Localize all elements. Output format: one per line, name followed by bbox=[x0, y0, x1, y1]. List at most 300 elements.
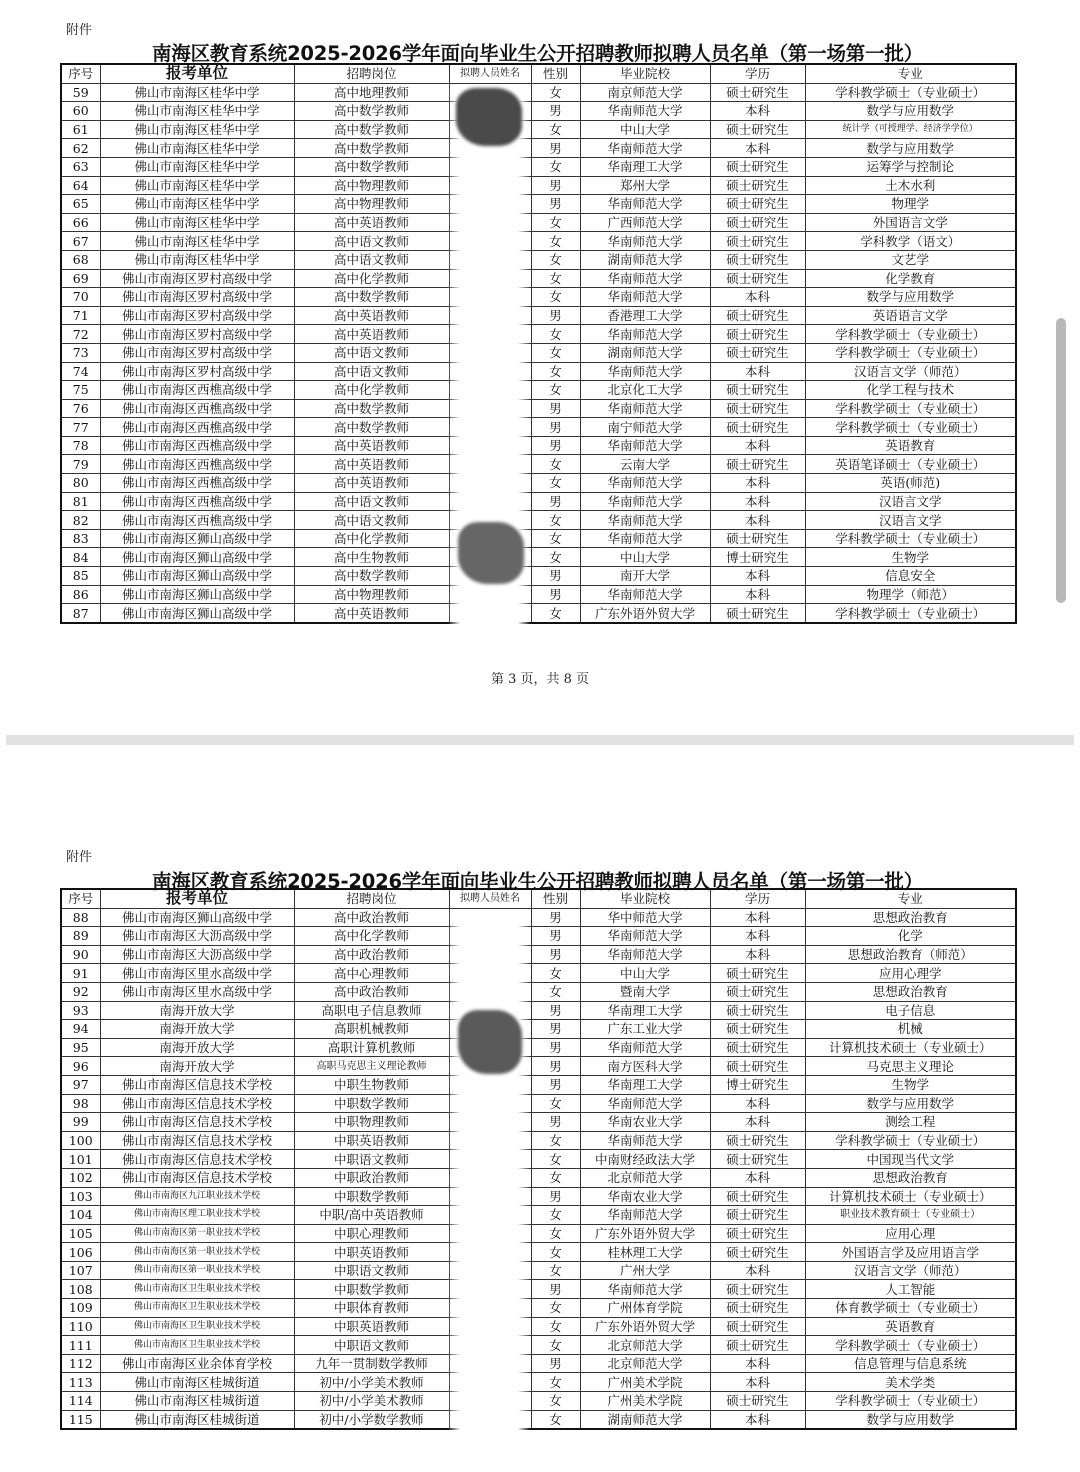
table-cell: 69 bbox=[61, 269, 100, 288]
table-row bbox=[61, 250, 1016, 269]
table-cell: 84 bbox=[61, 548, 100, 567]
table-cell: 佛山市南海区大沥高级中学 bbox=[100, 945, 294, 964]
table-cell: 女 bbox=[531, 982, 580, 1001]
table-cell: 佛山市南海区桂华中学 bbox=[100, 176, 294, 195]
table-cell: 女 bbox=[531, 1131, 580, 1150]
table-cell: 运筹学与控制论 bbox=[805, 157, 1016, 176]
table-cell: 100 bbox=[61, 1131, 100, 1150]
table-row bbox=[61, 567, 1016, 586]
table-cell: 佛山市南海区里水高级中学 bbox=[100, 964, 294, 983]
table-cell: 高中物理教师 bbox=[294, 195, 449, 214]
table-cell: 汉语言文学 bbox=[805, 492, 1016, 511]
table-cell: 本科 bbox=[710, 1354, 805, 1373]
table-cell: 高中物理教师 bbox=[294, 176, 449, 195]
table-cell: 佛山市南海区罗村高级中学 bbox=[100, 306, 294, 325]
table-cell: 硕士研究生 bbox=[710, 529, 805, 548]
page-title: 南海区教育系统2025-2026学年面向毕业生公开招聘教师拟聘人员名单（第一场第一批） bbox=[151, 870, 924, 893]
table-cell: 佛山市南海区信息技术学校 bbox=[100, 1168, 294, 1187]
table-cell: 高中物理教师 bbox=[294, 585, 449, 604]
table-cell: 计算机技术硕士（专业硕士） bbox=[805, 1187, 1016, 1206]
table-cell: 广西师范大学 bbox=[580, 213, 710, 232]
table-cell: 硕士研究生 bbox=[710, 269, 805, 288]
header-cell: 拟聘人员姓名 bbox=[449, 64, 531, 83]
table-cell: 学科教学硕士（专业硕士） bbox=[805, 399, 1016, 418]
table-cell: 女 bbox=[531, 1168, 580, 1187]
table-cell: 英语教育 bbox=[805, 1317, 1016, 1336]
table-cell: 女 bbox=[531, 1373, 580, 1392]
table-cell: 硕士研究生 bbox=[710, 83, 805, 102]
table-cell: 88 bbox=[61, 908, 100, 927]
table-cell: 北京化工大学 bbox=[580, 381, 710, 400]
table-cell: 71 bbox=[61, 306, 100, 325]
table-row bbox=[61, 1131, 1016, 1150]
table-cell: 94 bbox=[61, 1020, 100, 1039]
table-cell: 高中政治教师 bbox=[294, 945, 449, 964]
attachment-label: 附件 bbox=[66, 23, 93, 38]
table-cell: 机械 bbox=[805, 1020, 1016, 1039]
table-cell: 英语教育 bbox=[805, 436, 1016, 455]
table-cell: 应用心理学 bbox=[805, 964, 1016, 983]
table-cell: 女 bbox=[531, 343, 580, 362]
table-row bbox=[61, 1038, 1016, 1057]
table-cell: 佛山市南海区桂华中学 bbox=[100, 195, 294, 214]
table-cell: 美术学类 bbox=[805, 1373, 1016, 1392]
table-cell: 华南师范大学 bbox=[580, 1094, 710, 1113]
table-cell: 佛山市南海区卫生职业技术学校 bbox=[100, 1336, 294, 1355]
table-cell: 本科 bbox=[710, 908, 805, 927]
table-cell: 学科教学硕士（专业硕士） bbox=[805, 1336, 1016, 1355]
table-row bbox=[61, 83, 1016, 102]
table-header-row bbox=[61, 889, 1016, 908]
table-cell: 中山大学 bbox=[580, 548, 710, 567]
table-row bbox=[61, 1317, 1016, 1336]
table-cell: 佛山市南海区第一职业技术学校 bbox=[100, 1243, 294, 1262]
table-cell: 佛山市南海区西樵高级中学 bbox=[100, 436, 294, 455]
table-cell: 华南师范大学 bbox=[580, 399, 710, 418]
table-cell: 107 bbox=[61, 1261, 100, 1280]
table-row bbox=[61, 1224, 1016, 1243]
table-cell: 男 bbox=[531, 1057, 580, 1076]
table-cell: 高中语文教师 bbox=[294, 250, 449, 269]
table-cell: 72 bbox=[61, 325, 100, 344]
table-row bbox=[61, 964, 1016, 983]
table-cell: 98 bbox=[61, 1094, 100, 1113]
table-cell: 高中数学教师 bbox=[294, 288, 449, 307]
table-cell: 硕士研究生 bbox=[710, 1150, 805, 1169]
header-cell: 序号 bbox=[61, 889, 100, 908]
table-cell: 65 bbox=[61, 195, 100, 214]
table-cell: 87 bbox=[61, 604, 100, 623]
table-cell: 男 bbox=[531, 1038, 580, 1057]
table-cell: 99 bbox=[61, 1113, 100, 1132]
redaction-blur bbox=[458, 1010, 522, 1074]
table-cell: 华南农业大学 bbox=[580, 1113, 710, 1132]
table-cell: 华南师范大学 bbox=[580, 325, 710, 344]
table-row bbox=[61, 343, 1016, 362]
table-row bbox=[61, 399, 1016, 418]
table-cell: 数学与应用数学 bbox=[805, 102, 1016, 121]
table-row bbox=[61, 418, 1016, 437]
table-cell: 思想政治教育 bbox=[805, 908, 1016, 927]
table-cell: 化学工程与技术 bbox=[805, 381, 1016, 400]
table-cell: 应用心理 bbox=[805, 1224, 1016, 1243]
table-cell: 硕士研究生 bbox=[710, 1336, 805, 1355]
page-title: 南海区教育系统2025-2026学年面向毕业生公开招聘教师拟聘人员名单（第一场第一批） bbox=[151, 42, 924, 65]
table-row bbox=[61, 1075, 1016, 1094]
table-row bbox=[61, 548, 1016, 567]
table-cell: 硕士研究生 bbox=[710, 232, 805, 251]
table-cell: 汉语言文学 bbox=[805, 511, 1016, 530]
table-cell: 佛山市南海区桂华中学 bbox=[100, 232, 294, 251]
table-row bbox=[61, 213, 1016, 232]
table-cell: 中职英语教师 bbox=[294, 1243, 449, 1262]
table-cell: 女 bbox=[531, 232, 580, 251]
table-cell: 物理学（师范） bbox=[805, 585, 1016, 604]
table-cell: 佛山市南海区卫生职业技术学校 bbox=[100, 1299, 294, 1318]
table-cell: 电子信息 bbox=[805, 1001, 1016, 1020]
table-cell: 113 bbox=[61, 1373, 100, 1392]
table-cell: 硕士研究生 bbox=[710, 1392, 805, 1411]
table-cell: 硕士研究生 bbox=[710, 381, 805, 400]
table-cell: 硕士研究生 bbox=[710, 213, 805, 232]
table-cell: 华南师范大学 bbox=[580, 269, 710, 288]
header-cell: 招聘岗位 bbox=[294, 889, 449, 908]
table-cell: 105 bbox=[61, 1224, 100, 1243]
table-cell: 女 bbox=[531, 1206, 580, 1225]
table-cell: 男 bbox=[531, 585, 580, 604]
table-cell: 佛山市南海区西樵高级中学 bbox=[100, 399, 294, 418]
table-cell: 数学与应用数学 bbox=[805, 288, 1016, 307]
table-cell: 女 bbox=[531, 1410, 580, 1429]
table-cell: 高职计算机教师 bbox=[294, 1038, 449, 1057]
table-cell: 高中语文教师 bbox=[294, 232, 449, 251]
table-cell: 男 bbox=[531, 1020, 580, 1039]
table-cell: 女 bbox=[531, 269, 580, 288]
table-cell: 高中数学教师 bbox=[294, 399, 449, 418]
table-cell: 华南理工大学 bbox=[580, 1075, 710, 1094]
table-body bbox=[61, 908, 1016, 1429]
table-row bbox=[61, 1354, 1016, 1373]
table-cell: 南宁师范大学 bbox=[580, 418, 710, 437]
table-cell: 中职语文教师 bbox=[294, 1261, 449, 1280]
table-cell: 华南理工大学 bbox=[580, 1001, 710, 1020]
table-cell: 信息安全 bbox=[805, 567, 1016, 586]
table-cell: 华南师范大学 bbox=[580, 492, 710, 511]
table-cell: 思想政治教育（师范） bbox=[805, 945, 1016, 964]
table-cell: 测绘工程 bbox=[805, 1113, 1016, 1132]
table-cell: 广州体育学院 bbox=[580, 1299, 710, 1318]
table-cell: 中职语文教师 bbox=[294, 1336, 449, 1355]
table-cell: 89 bbox=[61, 927, 100, 946]
scrollbar-thumb[interactable] bbox=[1056, 318, 1066, 603]
table-cell: 男 bbox=[531, 1354, 580, 1373]
table-cell: 102 bbox=[61, 1168, 100, 1187]
table-cell: 男 bbox=[531, 567, 580, 586]
table-cell: 女 bbox=[531, 1261, 580, 1280]
table-cell: 高中英语教师 bbox=[294, 325, 449, 344]
table-cell: 南海开放大学 bbox=[100, 1020, 294, 1039]
table-row bbox=[61, 269, 1016, 288]
table-row bbox=[61, 120, 1016, 139]
table-cell: 90 bbox=[61, 945, 100, 964]
table-cell: 高中数学教师 bbox=[294, 418, 449, 437]
table-row bbox=[61, 982, 1016, 1001]
table-cell: 华中师范大学 bbox=[580, 908, 710, 927]
table-cell: 佛山市南海区桂华中学 bbox=[100, 83, 294, 102]
table-cell: 华南师范大学 bbox=[580, 927, 710, 946]
table-row bbox=[61, 1373, 1016, 1392]
table-row bbox=[61, 1243, 1016, 1262]
table-cell: 佛山市南海区业余体育学校 bbox=[100, 1354, 294, 1373]
table-cell: 郑州大学 bbox=[580, 176, 710, 195]
table-cell: 数学与应用数学 bbox=[805, 139, 1016, 158]
table-cell: 佛山市南海区西樵高级中学 bbox=[100, 474, 294, 493]
table-row bbox=[61, 306, 1016, 325]
table-cell: 中职数学教师 bbox=[294, 1187, 449, 1206]
table-cell: 高中数学教师 bbox=[294, 120, 449, 139]
table-cell: 体育教学硕士（专业硕士） bbox=[805, 1299, 1016, 1318]
table-cell: 硕士研究生 bbox=[710, 1224, 805, 1243]
table-cell: 112 bbox=[61, 1354, 100, 1373]
table-row bbox=[61, 157, 1016, 176]
table-cell: 82 bbox=[61, 511, 100, 530]
table-cell: 本科 bbox=[710, 927, 805, 946]
table-cell: 女 bbox=[531, 1392, 580, 1411]
table-cell: 68 bbox=[61, 250, 100, 269]
table-row bbox=[61, 102, 1016, 121]
table-row bbox=[61, 1392, 1016, 1411]
table-cell: 中职政治教师 bbox=[294, 1168, 449, 1187]
table-cell: 59 bbox=[61, 83, 100, 102]
table-row bbox=[61, 492, 1016, 511]
table-cell: 108 bbox=[61, 1280, 100, 1299]
table-cell: 生物学 bbox=[805, 1075, 1016, 1094]
table-cell: 佛山市南海区桂城街道 bbox=[100, 1392, 294, 1411]
table-row bbox=[61, 1113, 1016, 1132]
table-cell: 硕士研究生 bbox=[710, 604, 805, 623]
table-cell: 统计学（可授理学、经济学学位） bbox=[805, 120, 1016, 139]
table-cell: 初中/小学数学教师 bbox=[294, 1410, 449, 1429]
table-cell: 男 bbox=[531, 1187, 580, 1206]
table-cell: 硕士研究生 bbox=[710, 176, 805, 195]
table-cell: 高中化学教师 bbox=[294, 927, 449, 946]
table-cell: 高中心理教师 bbox=[294, 964, 449, 983]
table-cell: 华南师范大学 bbox=[580, 139, 710, 158]
table-cell: 初中/小学美术教师 bbox=[294, 1373, 449, 1392]
table-cell: 佛山市南海区桂城街道 bbox=[100, 1410, 294, 1429]
header-cell: 学历 bbox=[710, 64, 805, 83]
table-cell: 硕士研究生 bbox=[710, 1206, 805, 1225]
table-cell: 佛山市南海区桂华中学 bbox=[100, 157, 294, 176]
table-cell: 佛山市南海区西樵高级中学 bbox=[100, 381, 294, 400]
table-cell: 学科教学硕士（专业硕士） bbox=[805, 604, 1016, 623]
table-cell: 硕士研究生 bbox=[710, 195, 805, 214]
table-cell: 中国现当代文学 bbox=[805, 1150, 1016, 1169]
table-cell: 广东外语外贸大学 bbox=[580, 1224, 710, 1243]
table-row bbox=[61, 1168, 1016, 1187]
table-cell: 高中数学教师 bbox=[294, 102, 449, 121]
table-cell: 106 bbox=[61, 1243, 100, 1262]
table-cell: 75 bbox=[61, 381, 100, 400]
table-cell: 佛山市南海区罗村高级中学 bbox=[100, 362, 294, 381]
table-cell: 思想政治教育 bbox=[805, 982, 1016, 1001]
table-cell: 外国语言学及应用语言学 bbox=[805, 1243, 1016, 1262]
table-cell: 高职马克思主义理论教师 bbox=[294, 1057, 449, 1076]
table-cell: 云南大学 bbox=[580, 455, 710, 474]
table-cell: 生物学 bbox=[805, 548, 1016, 567]
table-cell: 硕士研究生 bbox=[710, 399, 805, 418]
table-row bbox=[61, 604, 1016, 623]
table-cell: 华南师范大学 bbox=[580, 362, 710, 381]
table-row bbox=[61, 1187, 1016, 1206]
table-cell: 女 bbox=[531, 250, 580, 269]
table-cell: 64 bbox=[61, 176, 100, 195]
table-cell: 硕士研究生 bbox=[710, 157, 805, 176]
table-cell: 硕士研究生 bbox=[710, 1131, 805, 1150]
table-cell: 女 bbox=[531, 1336, 580, 1355]
table-cell: 本科 bbox=[710, 585, 805, 604]
table-row bbox=[61, 1280, 1016, 1299]
table-cell: 中职生物教师 bbox=[294, 1075, 449, 1094]
document-page-3 bbox=[0, 0, 1080, 735]
table-row bbox=[61, 139, 1016, 158]
table-cell: 73 bbox=[61, 343, 100, 362]
table-cell: 95 bbox=[61, 1038, 100, 1057]
table-cell: 汉语言文学（师范） bbox=[805, 362, 1016, 381]
table-cell: 学科教学硕士（专业硕士） bbox=[805, 325, 1016, 344]
table-cell: 男 bbox=[531, 399, 580, 418]
table-cell: 学科教学硕士（专业硕士） bbox=[805, 1131, 1016, 1150]
table-cell: 本科 bbox=[710, 102, 805, 121]
table-cell: 佛山市南海区狮山高级中学 bbox=[100, 567, 294, 586]
header-cell: 拟聘人员姓名 bbox=[449, 889, 531, 908]
table-cell: 女 bbox=[531, 288, 580, 307]
table-cell: 女 bbox=[531, 548, 580, 567]
table-cell: 本科 bbox=[710, 1168, 805, 1187]
page-divider bbox=[6, 735, 1074, 745]
table-cell: 本科 bbox=[710, 945, 805, 964]
table-cell: 78 bbox=[61, 436, 100, 455]
table-cell: 本科 bbox=[710, 511, 805, 530]
table-row bbox=[61, 1410, 1016, 1429]
table-cell: 96 bbox=[61, 1057, 100, 1076]
table-cell: 81 bbox=[61, 492, 100, 511]
table-cell: 佛山市南海区罗村高级中学 bbox=[100, 325, 294, 344]
table-cell: 女 bbox=[531, 1317, 580, 1336]
table-cell: 111 bbox=[61, 1336, 100, 1355]
table-cell: 91 bbox=[61, 964, 100, 983]
scrollbar[interactable] bbox=[1056, 318, 1066, 603]
table-row bbox=[61, 325, 1016, 344]
table-row bbox=[61, 381, 1016, 400]
table-cell: 女 bbox=[531, 1243, 580, 1262]
table-cell: 佛山市南海区里水高级中学 bbox=[100, 982, 294, 1001]
table-cell: 马克思主义理论 bbox=[805, 1057, 1016, 1076]
table-cell: 高中数学教师 bbox=[294, 157, 449, 176]
table-cell: 101 bbox=[61, 1150, 100, 1169]
table-row bbox=[61, 927, 1016, 946]
table-cell: 华南师范大学 bbox=[580, 232, 710, 251]
table-cell: 男 bbox=[531, 1280, 580, 1299]
table-row bbox=[61, 908, 1016, 927]
table-cell: 佛山市南海区卫生职业技术学校 bbox=[100, 1280, 294, 1299]
table-cell: 硕士研究生 bbox=[710, 1187, 805, 1206]
table-cell: 女 bbox=[531, 474, 580, 493]
table-cell: 外国语言文学 bbox=[805, 213, 1016, 232]
table-cell: 硕士研究生 bbox=[710, 1020, 805, 1039]
table-cell: 硕士研究生 bbox=[710, 964, 805, 983]
table-cell: 103 bbox=[61, 1187, 100, 1206]
hiring-table bbox=[60, 888, 1017, 1430]
table-cell: 109 bbox=[61, 1299, 100, 1318]
table-cell: 中山大学 bbox=[580, 120, 710, 139]
table-cell: 硕士研究生 bbox=[710, 1001, 805, 1020]
table-cell: 男 bbox=[531, 418, 580, 437]
table-cell: 92 bbox=[61, 982, 100, 1001]
table-cell: 高中政治教师 bbox=[294, 908, 449, 927]
table-cell: 高职电子信息教师 bbox=[294, 1001, 449, 1020]
header-cell: 专业 bbox=[805, 64, 1016, 83]
table-cell: 佛山市南海区西樵高级中学 bbox=[100, 455, 294, 474]
table-cell: 佛山市南海区桂华中学 bbox=[100, 120, 294, 139]
table-cell: 计算机技术硕士（专业硕士） bbox=[805, 1038, 1016, 1057]
table-cell: 硕士研究生 bbox=[710, 306, 805, 325]
table-cell: 高中英语教师 bbox=[294, 474, 449, 493]
table-cell: 九年一贯制数学教师 bbox=[294, 1354, 449, 1373]
table-cell: 男 bbox=[531, 176, 580, 195]
table-cell: 61 bbox=[61, 120, 100, 139]
table-cell: 硕士研究生 bbox=[710, 1299, 805, 1318]
table-cell: 本科 bbox=[710, 436, 805, 455]
table-cell: 女 bbox=[531, 1224, 580, 1243]
table-cell: 华南师范大学 bbox=[580, 102, 710, 121]
table-cell: 硕士研究生 bbox=[710, 1243, 805, 1262]
table-cell: 高中语文教师 bbox=[294, 492, 449, 511]
table-cell: 高中英语教师 bbox=[294, 436, 449, 455]
table-cell: 高中数学教师 bbox=[294, 139, 449, 158]
table-cell: 女 bbox=[531, 120, 580, 139]
table-cell: 70 bbox=[61, 288, 100, 307]
table-cell: 佛山市南海区桂华中学 bbox=[100, 139, 294, 158]
table-cell: 湖南师范大学 bbox=[580, 343, 710, 362]
table-cell: 华南师范大学 bbox=[580, 474, 710, 493]
table-cell: 英语笔译硕士（专业硕士） bbox=[805, 455, 1016, 474]
table-cell: 74 bbox=[61, 362, 100, 381]
page-footer: 第 3 页，共 8 页 bbox=[490, 672, 590, 687]
table-cell: 北京师范大学 bbox=[580, 1168, 710, 1187]
table-cell: 79 bbox=[61, 455, 100, 474]
name-redaction bbox=[448, 910, 530, 1472]
table-cell: 学科教学硕士（专业硕士） bbox=[805, 343, 1016, 362]
table-cell: 思想政治教育 bbox=[805, 1168, 1016, 1187]
table-cell: 男 bbox=[531, 945, 580, 964]
table-cell: 华南师范大学 bbox=[580, 436, 710, 455]
table-cell: 佛山市南海区卫生职业技术学校 bbox=[100, 1317, 294, 1336]
table-cell: 83 bbox=[61, 529, 100, 548]
table-cell: 高中英语教师 bbox=[294, 213, 449, 232]
table-cell: 人工智能 bbox=[805, 1280, 1016, 1299]
table-cell: 高中化学教师 bbox=[294, 529, 449, 548]
table-cell: 佛山市南海区罗村高级中学 bbox=[100, 343, 294, 362]
table-cell: 数学与应用数学 bbox=[805, 1410, 1016, 1429]
table-row bbox=[61, 511, 1016, 530]
attachment-label: 附件 bbox=[66, 850, 93, 865]
table-cell: 高中语文教师 bbox=[294, 362, 449, 381]
table-cell: 广州美术学院 bbox=[580, 1392, 710, 1411]
table-cell: 高中化学教师 bbox=[294, 269, 449, 288]
table-cell: 93 bbox=[61, 1001, 100, 1020]
table-cell: 男 bbox=[531, 1075, 580, 1094]
